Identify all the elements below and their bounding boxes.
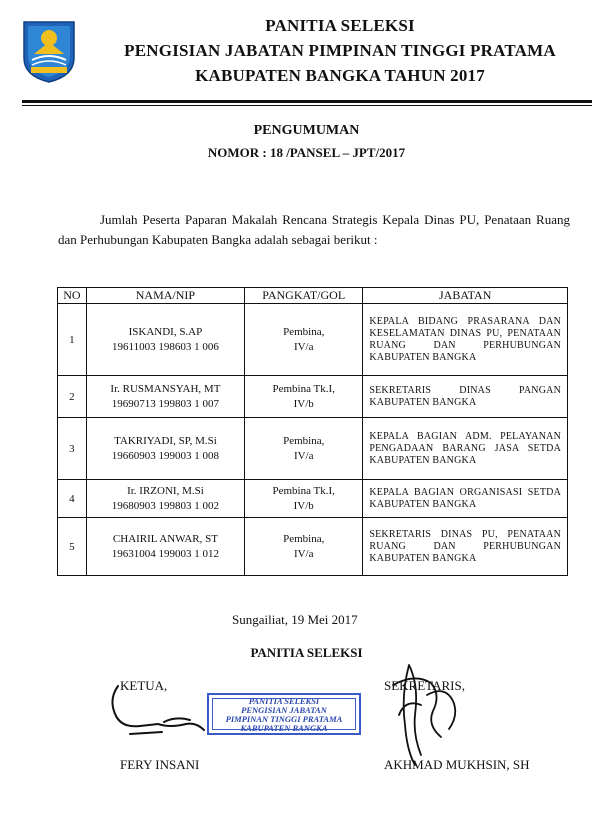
participant-rank: Pembina, — [283, 434, 325, 447]
letterhead-rule-thin — [22, 105, 592, 106]
participant-position: KEPALA BIDANG PRASARANA DAN KESELAMATAN DINAS PU, PENATAAN RUANG DAN PERHUBUNGAN KABUPATEN BANGKA — [369, 315, 561, 363]
row-nama-nip — [86, 304, 244, 376]
table-row — [58, 480, 568, 518]
table-row — [58, 304, 568, 376]
participant-rank: Pembina Tk.I, — [272, 484, 335, 497]
table-header-row — [58, 288, 568, 304]
place-and-date: Sungailiat, 19 Mei 2017 — [232, 612, 358, 627]
row-jabatan — [363, 518, 568, 576]
row-jabatan — [363, 304, 568, 376]
kabupaten-bangka-emblem — [20, 18, 78, 84]
participant-position: SEKRETARIS DINAS PANGAN KABUPATEN BANGKA — [369, 384, 561, 408]
announcement-title: PENGUMUMAN — [253, 123, 360, 138]
participant-nip: 19611003 198603 1 006 — [112, 340, 219, 353]
table-row — [58, 518, 568, 576]
header-no: NO — [58, 288, 87, 304]
row-pangkat-gol — [245, 376, 363, 418]
sekretaris-name: AKHMAD MUKHSIN, SH — [384, 757, 530, 772]
committee-heading: PANITIA SELEKSI — [265, 16, 415, 35]
participant-position: KEPALA BAGIAN ADM. PELAYANAN PENGADAAN BARANG JASA SETDA KABUPATEN BANGKA — [369, 430, 561, 466]
header-pangkat-gol: PANGKAT/GOL — [245, 288, 363, 304]
regency-year-heading: KABUPATEN BANGKA TAHUN 2017 — [195, 66, 485, 85]
row-no: 1 — [58, 304, 87, 376]
ketua-signature — [100, 678, 230, 748]
participant-grade: IV/a — [293, 449, 314, 462]
participant-grade: IV/a — [293, 340, 314, 353]
row-jabatan — [363, 480, 568, 518]
sekretaris-signature — [375, 655, 485, 770]
row-pangkat-gol — [245, 480, 363, 518]
row-pangkat-gol — [245, 418, 363, 480]
header-nama-nip: NAMA/NIP — [86, 288, 244, 304]
table-row — [58, 418, 568, 480]
row-jabatan — [363, 418, 568, 480]
table-row — [58, 376, 568, 418]
participant-name: ISKANDI, S.AP — [128, 325, 203, 338]
participant-nip: 19631004 199003 1 012 — [111, 547, 220, 560]
ketua-label: KETUA, — [120, 678, 168, 693]
announcement-number: NOMOR : 18 /PANSEL – JPT/2017 — [207, 145, 406, 160]
participant-rank: Pembina, — [283, 532, 325, 545]
stamp-line: KABUPATEN BANGKA — [240, 723, 328, 733]
participant-nip: 19660903 199003 1 008 — [111, 449, 220, 462]
row-nama-nip — [86, 418, 244, 480]
participant-grade: IV/b — [293, 499, 314, 512]
participant-position: KEPALA BAGIAN ORGANISASI SETDA KABUPATEN BANGKA — [369, 486, 561, 510]
row-no: 4 — [58, 480, 87, 518]
participant-name: Ir. IRZONI, M.Si — [127, 484, 204, 497]
committee-stamp — [207, 693, 361, 735]
participant-grade: IV/a — [293, 547, 314, 560]
letterhead-rule-thick — [22, 100, 592, 103]
participant-nip: 19680903 199803 1 002 — [111, 499, 220, 512]
row-no: 2 — [58, 376, 87, 418]
row-nama-nip — [86, 518, 244, 576]
participant-nip: 19690713 199803 1 007 — [111, 397, 220, 410]
recruitment-heading: PENGISIAN JABATAN PIMPINAN TINGGI PRATAMA — [124, 41, 556, 60]
stamp-line: PENGISIAN JABATAN — [241, 705, 327, 715]
row-no: 5 — [58, 518, 87, 576]
participant-name: CHAIRIL ANWAR, ST — [112, 532, 218, 545]
header-jabatan: JABATAN — [363, 288, 568, 304]
ketua-name: FERY INSANI — [120, 757, 200, 772]
committee-signature-heading: PANITIA SELEKSI — [250, 645, 363, 660]
participant-name: Ir. RUSMANSYAH, MT — [110, 382, 221, 395]
stamp-line: PIMPINAN TINGGI PRATAMA — [225, 714, 343, 724]
row-nama-nip — [86, 480, 244, 518]
participant-rank: Pembina Tk.I, — [272, 382, 335, 395]
participant-grade: IV/b — [293, 397, 314, 410]
row-pangkat-gol — [245, 304, 363, 376]
row-nama-nip — [86, 376, 244, 418]
participant-name: TAKRIYADI, SP, M.Si — [114, 434, 217, 447]
sekretaris-label: SEKRETARIS, — [384, 678, 465, 693]
row-no: 3 — [58, 418, 87, 480]
row-jabatan — [363, 376, 568, 418]
stamp-line: PANITIA SELEKSI — [248, 696, 320, 706]
intro-paragraph: Jumlah Peserta Paparan Makalah Rencana Strategis Kepala Dinas PU, Penataan Ruang dan Perhubungan Kabupaten Bangka adalah sebagai berikut : — [58, 212, 570, 247]
participant-rank: Pembina, — [283, 325, 325, 338]
participant-position: SEKRETARIS DINAS PU, PENATAAN RUANG DAN PERHUBUNGAN KABUPATEN BANGKA — [369, 528, 561, 564]
row-pangkat-gol — [245, 518, 363, 576]
participants-table — [57, 287, 568, 576]
